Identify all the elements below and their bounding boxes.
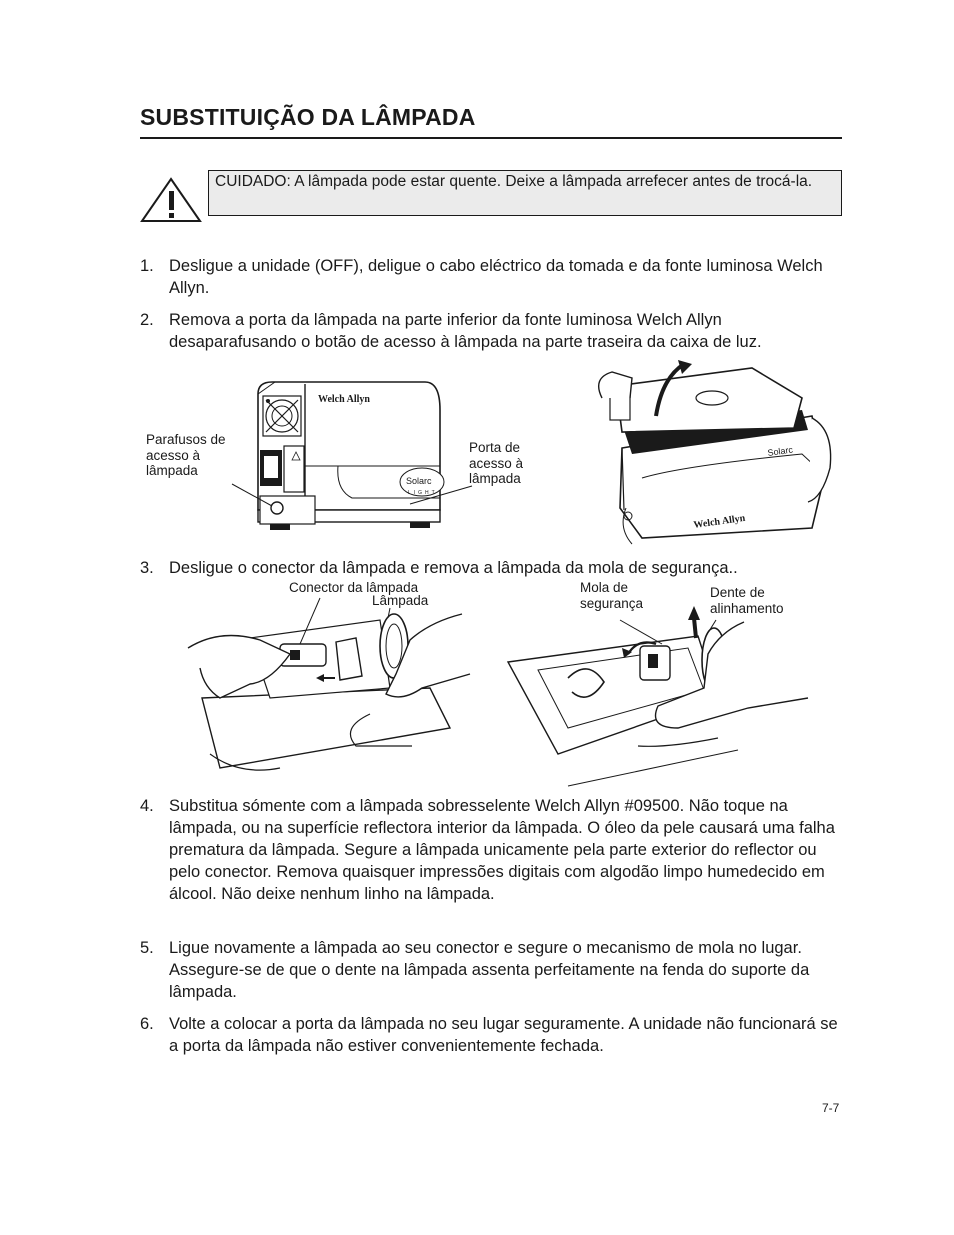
step-text: Remova a porta da lâmpada na parte inferior da fonte luminosa Welch Allyn desaparafusando o botão de acesso à lâmpada na parte traseira da caixa de luz.	[169, 311, 762, 351]
step-text: Desligue o conector da lâmpada e remova a lâmpada da mola de segurança..	[169, 559, 738, 577]
brand-logo: Welch Allyn	[318, 394, 370, 405]
label-alignment-tooth: Dente de alinhamento	[710, 585, 784, 616]
step-1	[140, 255, 840, 299]
warning-triangle-icon	[140, 177, 202, 223]
figure-lamp-disconnect	[180, 578, 470, 778]
step-number: 1.	[140, 257, 154, 275]
step-number: 2.	[140, 311, 154, 329]
label-safety-spring: Mola de segurança	[580, 580, 644, 611]
step-3	[140, 557, 840, 579]
figure-lamp-spring	[508, 578, 808, 790]
label-access-screws: Parafusos de acesso à lâmpada	[146, 432, 226, 478]
step-5	[140, 937, 840, 1003]
figure-light-source-rear	[140, 370, 560, 545]
product-logo: Solarc	[406, 476, 432, 486]
step-text: Desligue a unidade (OFF), deligue o cabo eléctrico da tomada e da fonte luminosa Welch Allyn.	[169, 257, 823, 297]
product-logo: Solarc	[766, 444, 794, 458]
page-title: SUBSTITUIÇÃO DA LÂMPADA	[140, 104, 476, 130]
step-number: 4.	[140, 797, 154, 815]
page-number: 7-7	[822, 1101, 840, 1115]
brand-logo: Welch Allyn	[692, 512, 746, 531]
step-text: Substitua sómente com a lâmpada sobresselente Welch Allyn #09500. Não toque na lâmpada, ou na superfície reflectora interior da lâmpada. O óleo da pele causará uma falha prematura da lâmpada. Segure a lâmpada unicamente pela parte exterior do reflector ou pelo conector. Remova quaisquer impressões digitais com algodão limpo humedecido em álcool. Não deixe nenhum linho na lâmpada.	[169, 797, 835, 903]
caution-box: CUIDADO: A lâmpada pode estar quente. Deixe a lâmpada arrefecer antes de trocá-la.	[208, 170, 842, 216]
label-lamp: Lâmpada	[372, 593, 429, 608]
label-lamp-connector: Conector da lâmpada	[289, 580, 419, 595]
step-6	[140, 1013, 840, 1057]
step-text: Ligue novamente a lâmpada ao seu conector e segure o mecanismo de mola no lugar. Assegure-se de que o dente na lâmpada assenta perfeitamente na fenda do suporte da lâmpada.	[169, 939, 810, 1001]
label-access-door: Porta de acesso à lâmpada	[469, 440, 524, 486]
step-2	[140, 309, 840, 353]
step-text: Volte a colocar a porta da lâmpada no seu lugar seguramente. A unidade não funcionará se a porta da lâmpada não estiver convenientemente fechada.	[169, 1015, 838, 1055]
step-number: 3.	[140, 559, 154, 577]
figure-door-removal	[572, 358, 842, 548]
step-number: 5.	[140, 939, 154, 957]
title-rule	[140, 137, 842, 139]
step-number: 6.	[140, 1015, 154, 1033]
product-sublogo: LIGHT	[408, 490, 438, 496]
step-4	[140, 795, 840, 905]
